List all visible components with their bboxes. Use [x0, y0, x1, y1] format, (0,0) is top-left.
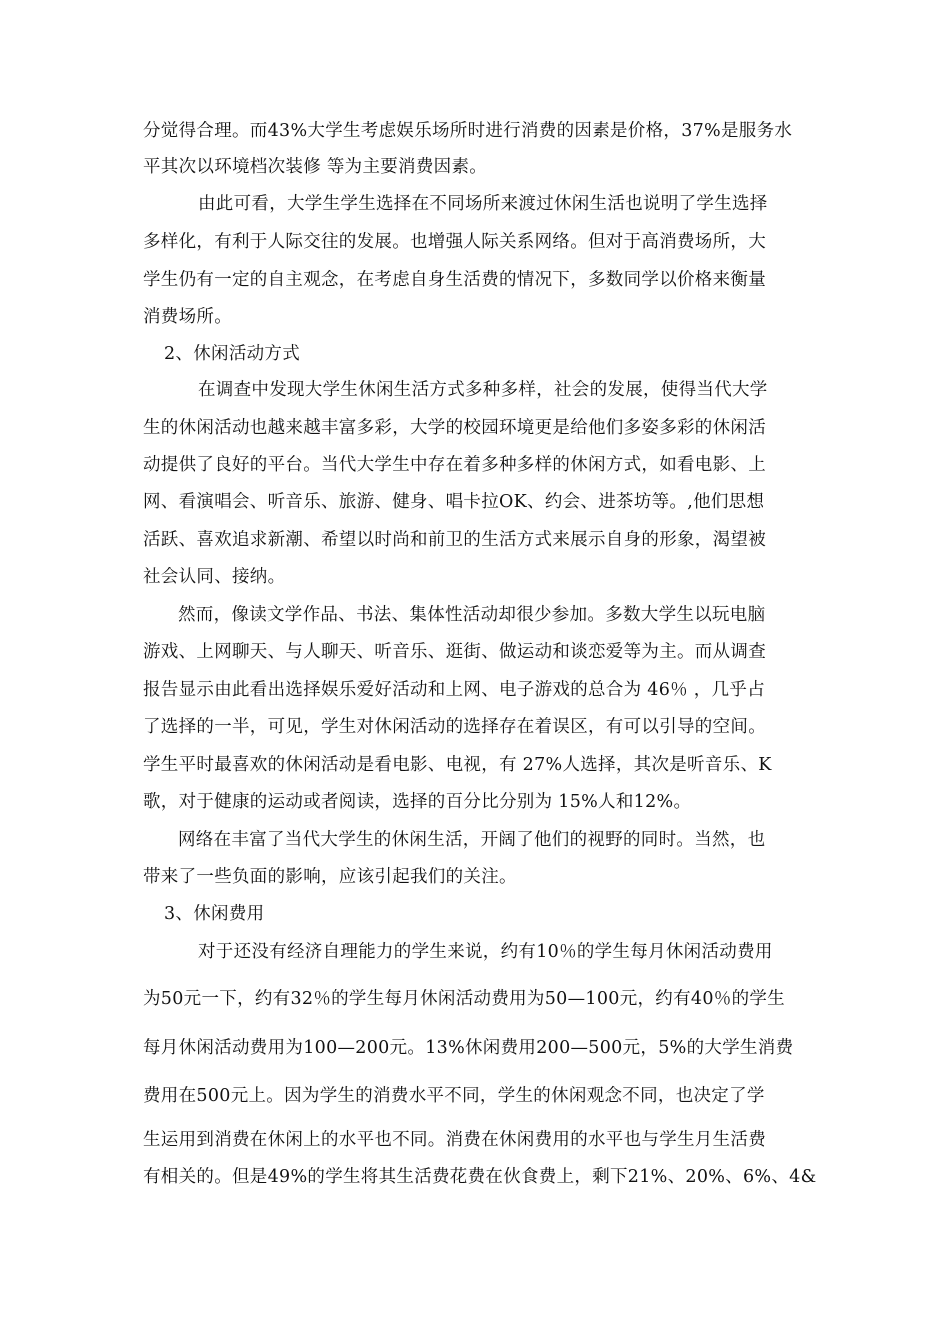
paragraph-line: 平其次以环境档次装修 等为主要消费因素。 — [143, 157, 488, 177]
paragraph-line: 动提供了良好的平台。当代大学生中存在着多种多样的休闲方式，如看电影、上 — [143, 455, 766, 475]
paragraph-line: 网络在丰富了当代大学生的休闲生活，开阔了他们的视野的同时。当然，也 — [178, 830, 766, 850]
paragraph-line: 为50元一下，约有32％的学生每月休闲活动费用为50—100元，约有40％的学生 — [143, 989, 785, 1009]
paragraph-line: 生运用到消费在休闲上的水平也不同。消费在休闲费用的水平也与学生月生活费 — [143, 1130, 766, 1150]
paragraph-line: 多样化，有利于人际交往的发展。也增强人际关系网络。但对于高消费场所，大 — [143, 232, 766, 252]
paragraph-line: 每月休闲活动费用为100—200元。13%休闲费用200—500元，5%的大学生消费 — [143, 1038, 794, 1058]
paragraph-line: 学生平时最喜欢的休闲活动是看电影、电视，有 27%人选择，其次是听音乐、K — [143, 755, 772, 775]
paragraph-line: 然而，像读文学作品、书法、集体性活动却很少参加。多数大学生以玩电脑 — [178, 605, 766, 625]
paragraph-line: 社会认同、接纳。 — [143, 567, 286, 587]
paragraph-line: 活跃、喜欢追求新潮、希望以时尚和前卫的生活方式来展示自身的形象，渴望被 — [143, 530, 766, 550]
paragraph-line: 歌，对于健康的运动或者阅读，选择的百分比分别为 15%人和12%。 — [143, 792, 692, 812]
paragraph-line: 对于还没有经济自理能力的学生来说，约有10％的学生每月休闲活动费用 — [198, 942, 773, 962]
paragraph-line: 生的休闲活动也越来越丰富多彩，大学的校园环境更是给他们多姿多彩的休闲活 — [143, 418, 766, 438]
paragraph-line: 带来了一些负面的影响，应该引起我们的关注。 — [143, 867, 517, 887]
paragraph-line: 学生仍有一定的自主观念，在考虑自身生活费的情况下，多数同学以价格来衡量 — [143, 270, 766, 290]
paragraph-line: 了选择的一半，可见，学生对休闲活动的选择存在着误区，有可以引导的空间。 — [143, 717, 766, 737]
paragraph-line: 网、看演唱会、听音乐、旅游、健身、唱卡拉OK、约会、进茶坊等。,他们思想 — [143, 492, 765, 512]
section-heading: 2、休闲活动方式 — [164, 344, 301, 364]
paragraph-line: 游戏、上网聊天、与人聊天、听音乐、逛街、做运动和谈恋爱等为主。而从调查 — [143, 642, 766, 662]
paragraph-line: 在调查中发现大学生休闲生活方式多种多样，社会的发展，使得当代大学 — [198, 380, 768, 400]
paragraph-line: 报告显示由此看出选择娱乐爱好活动和上网、电子游戏的总合为 46％ ，几乎占 — [143, 680, 765, 700]
paragraph-line: 消费场所。 — [143, 307, 232, 327]
paragraph-line: 分觉得合理。而43%大学生考虑娱乐场所时进行消费的因素是价格，37%是服务水 — [143, 121, 793, 141]
paragraph-line: 费用在500元上。因为学生的消费水平不同，学生的休闲观念不同，也决定了学 — [143, 1086, 765, 1106]
paragraph-line: 由此可看，大学生学生选择在不同场所来渡过休闲生活也说明了学生选择 — [198, 194, 768, 214]
section-heading: 3、休闲费用 — [164, 904, 265, 924]
paragraph-line: 有相关的。但是49%的学生将其生活费花费在伙食费上，剩下21%、20%、6%、4& — [143, 1167, 817, 1187]
